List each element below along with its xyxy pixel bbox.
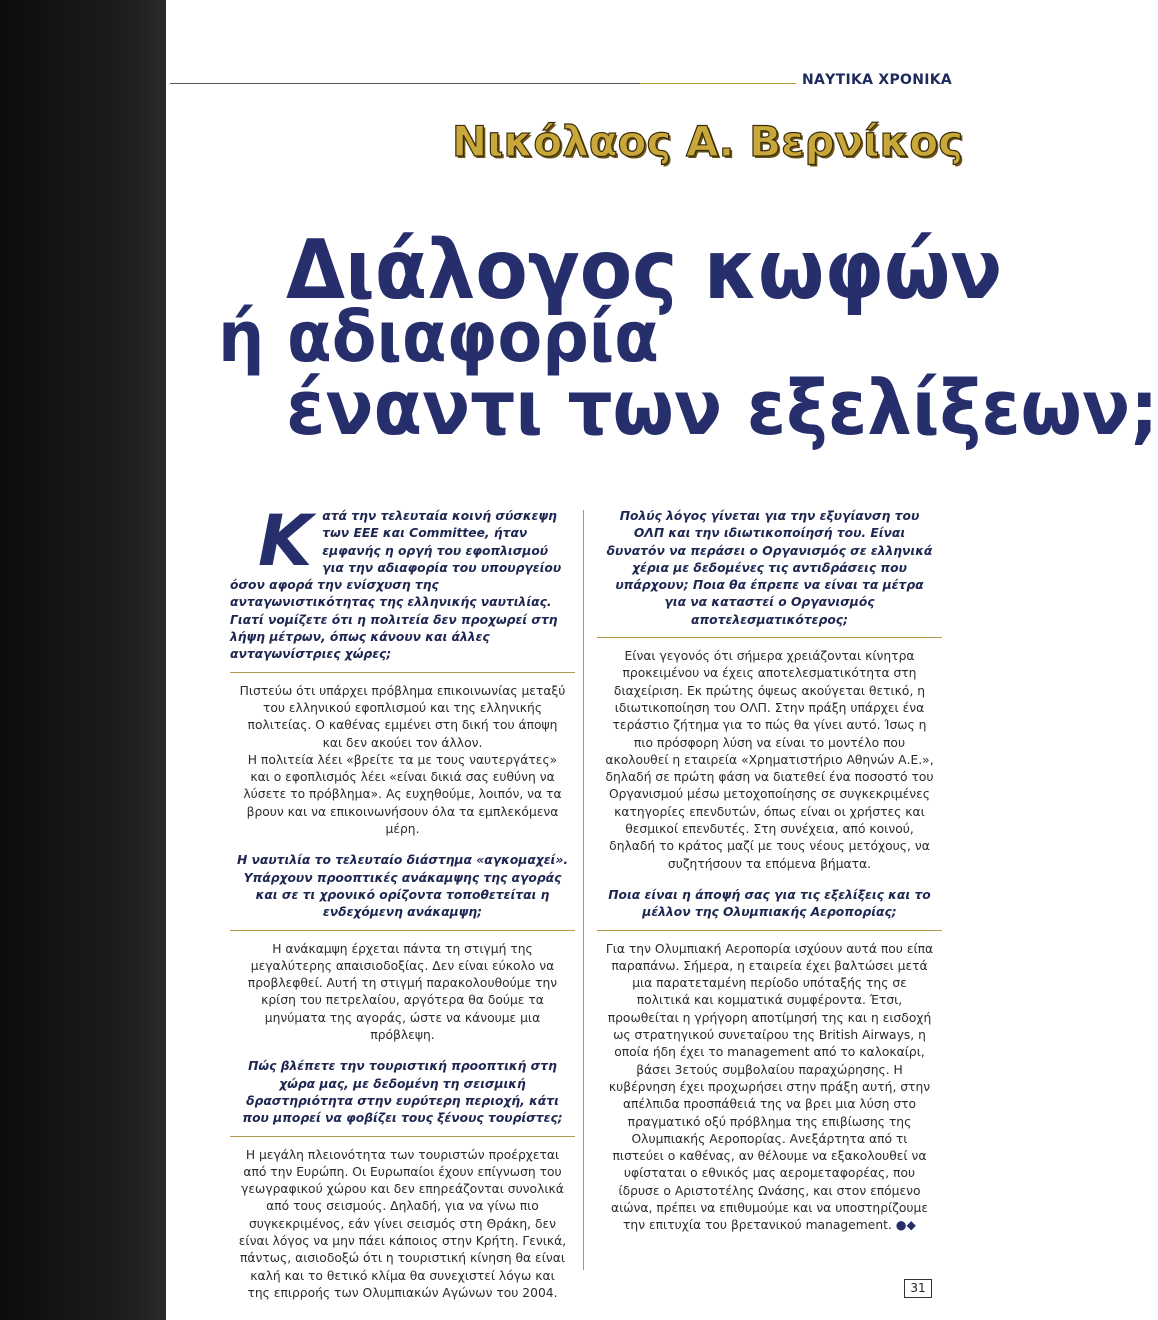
headline-line-2: ή αδιαφορία xyxy=(218,296,659,378)
article-column-left xyxy=(230,500,575,1316)
header-rule-accent xyxy=(640,83,796,84)
answer-1-paragraph-2: Η πολιτεία λέει «βρείτε τα με τους ναυτεργάτες» και ο εφοπλισμός λέει «είναι δικιά σας ευθύνη να λύσετε το πρόβλημα». Ας ευχηθούμε, λοιπόν, να τα βρουν και να επικοινωνήσουν όλα τα εμπλεκόμενα μέρη. xyxy=(243,752,562,837)
article-column-right xyxy=(597,508,942,1249)
question-2: Η ναυτιλία το τελευταίο διάστημα «αγκομαχεί». Υπάρχουν προοπτικές ανάκαμψης της αγοράς και σε τι χρονικό ορίζοντα τοποθετείται η ενδεχόμενη ανάκαμψη; xyxy=(230,852,575,930)
column-divider xyxy=(583,510,584,1270)
answer-4-paragraph: Είναι γεγονός ότι σήμερα χρειάζονται κίνητρα προκειμένου να έχεις αποτελεσματικότητα στη διαχείριση. Εκ πρώτης όψεως ακούγεται θετικό, η ιδιωτικοποίηση του ΟΛΠ. Στην πράξη υπάρχει ένα τεράστιο ζήτημα για το πώς θα γίνει αυτό. Ίσως η πιο πρόσφορη λύση να είναι το μοντέλο που ακολουθεί η εταιρεία «Χρηματιστήριο Αθηνών Α.Ε.», δηλαδή σε πρώτη φάση να διατεθεί ένα ποσοστό του Οργανισμού μέσω μετοχοποίησης σε συγκεκριμένες κατηγορίες επενδυτών, όπως είναι οι χρήστες και θεσμικοί επενδυτές. Στη συνέχεια, από κοινού, δηλαδή το κράτος μαζί με τους νέους μετόχους, να συζητήσουν τα επόμενα βήματα. xyxy=(605,649,934,871)
answer-1 xyxy=(230,683,575,839)
page-number: 31 xyxy=(904,1279,932,1298)
headline-line-3: έναντι των εξελίξεων; xyxy=(286,363,1158,452)
drop-cap: Κ xyxy=(258,500,313,582)
section-label: ΝΑΥΤΙΚΑ ΧΡΟΝΙΚΑ xyxy=(802,72,953,88)
answer-4 xyxy=(597,648,942,873)
answer-3-paragraph: Η μεγάλη πλειονότητα των τουριστών προέρχεται από την Ευρώπη. Οι Ευρωπαίοι έχουν επίγνωση του γεωγραφικού χώρου και δεν επηρεάζονται συνολικά από τους σεισμούς. Δηλαδή, για να γίνω πιο συγκεκριμένος, εάν γίνει σεισμός στη Θράκη, δεν είναι λόγος να μην πάει κάποιος στην Κρήτη. Γενικά, πάντως, αισιοδοξώ ότι η τουριστική κίνηση θα είναι καλή και το θετικό κλίμα θα συνεχιστεί λόγω και της επιρροής των Ολυμπιακών Αγώνων του 2004. xyxy=(238,1147,567,1300)
question-5: Ποια είναι η άποψή σας για τις εξελίξεις και το μέλλον της Ολυμπιακής Αεροπορίας; xyxy=(597,887,942,931)
answer-5-text: Για την Ολυμπιακή Αεροπορία ισχύουν αυτά που είπα παραπάνω. Σήμερα, η εταιρεία έχει βαλτώσει μετά μια παρατεταμένη περίοδο υπόταξής της σε πολιτικά και κομματικά συμφέροντα. Έτσι, προωθείται η γρήγορη αποτίμησή της και η εισδοχή ως στρατηγικού συνεταίρου της British Airways, η οποία ήδη έχει το management από το καλοκαίρι, βάσει 3ετούς συμβολαίου παραχώρησης. Η κυβέρνηση έχει προχωρήσει στην πράξη αυτή, στην απέλπιδα προσπάθειά της να βρει μια λύση στο πραγματικό οξύ πρόβλημα της επιβίωσης της Ολυμπιακής Αεροπορίας. Ανεξάρτητα από τι πιστεύει ο καθένας, αν θέλουμε να εξακολουθεί να υφίσταται ο εθνικός μας αερομεταφορέας, που ίδρυσε ο Αριστοτέλης Ωνάσης, και στον επόμενο αιώνα, πρέπει να επιθυμούμε και να υποστηρίζουμε την επιτυχία του βρετανικού management. xyxy=(605,941,934,1233)
black-spine-band xyxy=(0,0,166,1320)
question-4: Πολύς λόγος γίνεται για την εξυγίανση του ΟΛΠ και την ιδιωτικοποίησή του. Είναι δυνατόν να περάσει ο Οργανισμός σε ελληνικά χέρια με δεδομένες τις αντιδράσεις που υπάρχουν; Ποια θα έπρεπε να είναι τα μέτρα για να καταστεί ο Οργανισμός αποτελεσματικότερος; xyxy=(597,508,942,638)
author-name: Νικόλαος Α. Βερνίκος xyxy=(452,117,964,166)
end-mark-icon: ●◆ xyxy=(895,1218,916,1233)
answer-5-paragraph xyxy=(605,941,934,1235)
question-1-text: ατά την τελευταία κοινή σύσκεψη των ΕΕΕ και Committee, ήταν εμφανής η οργή του εφοπλισμού για την αδιαφορία του υπουργείου όσον αφορά την ενίσχυση της ανταγωνιστικότητας της ελληνικής ναυτιλίας. Γιατί νομίζετε ότι η πολιτεία δεν προχωρεί στη λήψη μέτρων, όπως κάνουν και άλλες ανταγωνίστριες χώρες; xyxy=(230,509,562,662)
answer-2-paragraph: Η ανάκαμψη έρχεται πάντα τη στιγμή της μεγαλύτερης απαισιοδοξίας. Δεν είναι εύκολο να προβλεφθεί. Αυτή τη στιγμή παρακολουθούμε την κρίση του πετρελαίου, αργότερα θα δούμε τα μηνύματα της αγοράς, ώστε να κάνουμε μια πρόβλεψη. xyxy=(247,941,558,1043)
answer-2 xyxy=(230,941,575,1045)
question-1 xyxy=(230,500,575,673)
answer-5 xyxy=(597,941,942,1235)
question-3: Πώς βλέπετε την τουριστική προοπτική στη χώρα μας, με δεδομένη τη σεισμική δραστηριότητα στην ευρύτερη περιοχή, κάτι που μπορεί να φοβίζει τους ξένους τουρίστες; xyxy=(230,1058,575,1136)
answer-1-paragraph-1: Πιστεύω ότι υπάρχει πρόβλημα επικοινωνίας μεταξύ του ελληνικού εφοπλισμού και της ελληνικής πολιτείας. Ο καθένας εμμένει στη δική του άποψη και δεν ακούει τον άλλον. xyxy=(239,683,566,750)
answer-3 xyxy=(230,1147,575,1303)
headline-line-1: Διάλογος κωφών xyxy=(286,223,1003,318)
